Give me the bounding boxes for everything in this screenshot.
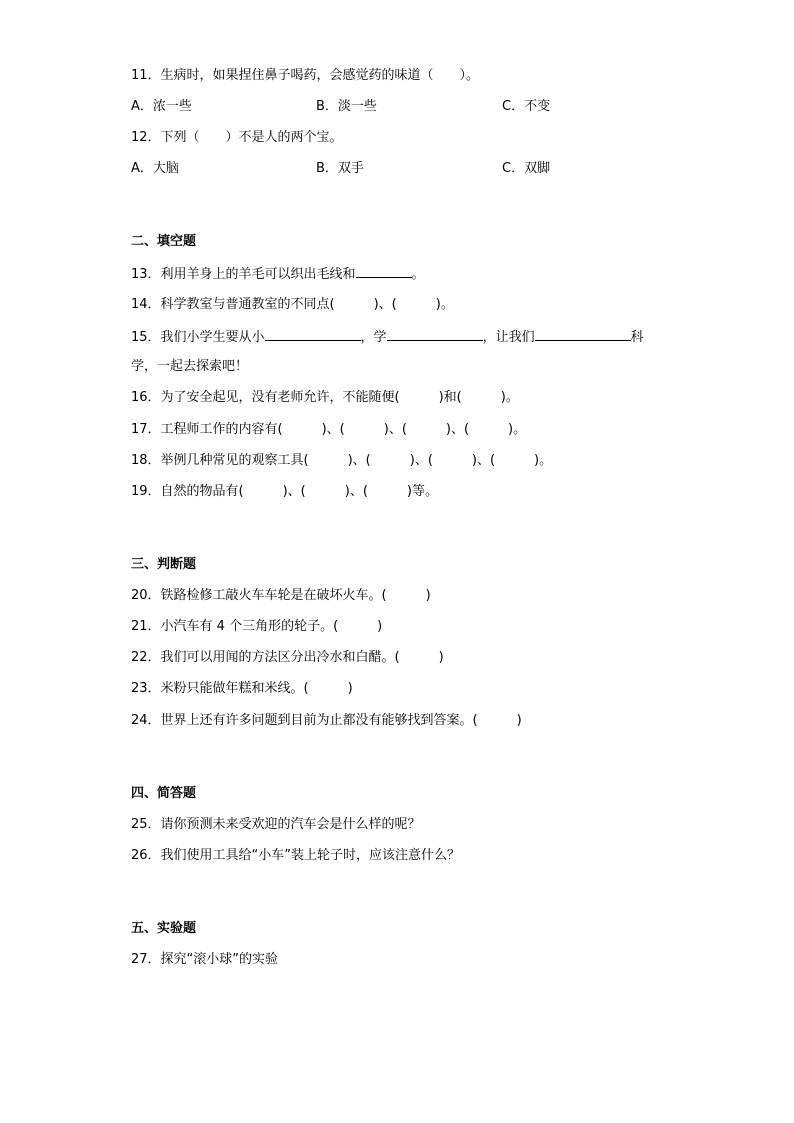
q11-option-b: B．淡一些 (316, 99, 377, 114)
section-heading-experiment: 五、实验题 (131, 921, 197, 936)
question-15-continuation: 学，一起去探索吧！ (131, 359, 249, 374)
q12-option-b: B．双手 (316, 161, 364, 176)
question-19: 19．自然的物品有( )、( )、( )等。 (131, 484, 438, 499)
section-heading-fill-blank: 二、填空题 (131, 234, 197, 249)
question-11: 11．生病时，如果捏住鼻子喝药，会感觉药的味道（ ）。 (131, 68, 480, 83)
question-21: 21．小汽车有 4 个三角形的轮子。( ) (131, 619, 383, 634)
question-18: 18．举例几种常见的观察工具( )、( )、( )、( )。 (131, 453, 553, 468)
section-heading-true-false: 三、判断题 (131, 557, 197, 572)
q15-part-4: 科 (630, 330, 644, 345)
answer-blank (387, 327, 483, 341)
q15-part-3: ，让我们 (482, 330, 535, 345)
q15-part-2: ，学 (360, 330, 387, 345)
q13-end: 。 (411, 267, 425, 282)
question-24: 24．世界上还有许多问题到目前为止都没有能够找到答案。( ) (131, 713, 522, 728)
question-12: 12．下列（ ）不是人的两个宝。 (131, 130, 343, 145)
question-17: 17．工程师工作的内容有( )、( )、( )、( )。 (131, 422, 527, 437)
answer-blank (535, 327, 631, 341)
question-15 (131, 327, 644, 347)
question-23: 23．米粉只能做年糕和米线。( ) (131, 681, 353, 696)
question-14: 14．科学教室与普通教室的不同点( )、( )。 (131, 297, 454, 312)
section-heading-short-answer: 四、简答题 (131, 786, 197, 801)
q13-text: 13．利用羊身上的羊毛可以织出毛线和 (131, 267, 356, 282)
question-22: 22．我们可以用闻的方法区分出冷水和白醋。( ) (131, 650, 444, 665)
question-26: 26．我们使用工具给“小车”装上轮子时，应该注意什么？ (131, 848, 461, 863)
question-13 (131, 264, 425, 284)
answer-blank (265, 327, 361, 341)
q12-option-a: A．大脑 (131, 161, 179, 176)
q12-option-c: C．双脚 (502, 161, 551, 176)
question-25: 25．请你预测未来受欢迎的汽车会是什么样的呢？ (131, 817, 421, 832)
question-16: 16．为了安全起见，没有老师允许，不能随便( )和( )。 (131, 390, 519, 405)
q15-part-1: 15．我们小学生要从小 (131, 330, 265, 345)
q11-option-a: A．浓一些 (131, 99, 192, 114)
answer-blank (356, 264, 412, 278)
question-20: 20．铁路检修工敲火车车轮是在破坏火车。( ) (131, 588, 431, 603)
question-27: 27．探究“滚小球”的实验 (131, 952, 279, 967)
q11-option-c: C．不变 (502, 99, 551, 114)
